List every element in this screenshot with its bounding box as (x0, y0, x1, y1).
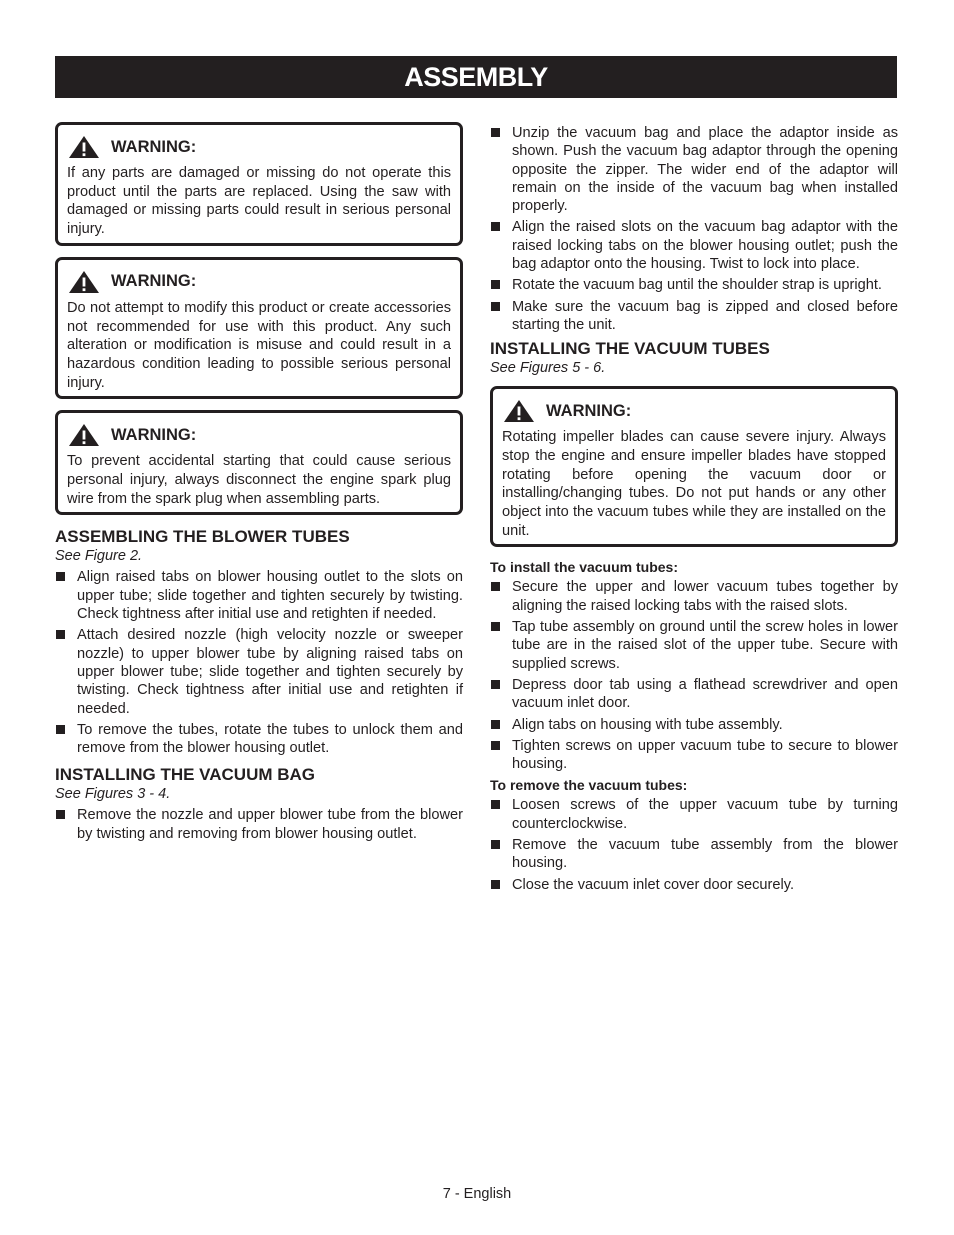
list-item: Rotate the vacuum bag until the shoulder strap is upright. (490, 276, 898, 294)
list-item: Make sure the vacuum bag is zipped and closed before starting the unit. (490, 298, 898, 335)
list-item: Close the vacuum inlet cover door securely. (490, 876, 898, 894)
install-tubes-list (490, 578, 898, 773)
warning-title: WARNING: (111, 137, 197, 156)
bullet-icon (491, 302, 500, 311)
page-title-banner: ASSEMBLY (55, 56, 897, 98)
list-item: Tighten screws on upper vacuum tube to secure to blower housing. (490, 737, 898, 774)
figure-reference: See Figures 3 - 4. (55, 786, 171, 803)
list-item: Secure the upper and lower vacuum tubes together by aligning the raised locking tabs with the raised slots. (490, 578, 898, 615)
list-item: Align tabs on housing with tube assembly. (490, 716, 898, 734)
bullet-icon (491, 680, 500, 689)
warning-title: WARNING: (546, 401, 632, 420)
remove-subheading: To remove the vacuum tubes: (490, 777, 688, 794)
list-item: Unzip the vacuum bag and place the adaptor inside as shown. Push the vacuum bag adaptor through the opening opposite the zipper. The wider end of the adaptor will remain on the inside of the vacuum bag when installed properly. (490, 124, 898, 215)
figure-reference: See Figure 2. (55, 548, 143, 565)
bullet-icon (491, 280, 500, 289)
warning-box (55, 410, 463, 515)
warning-text: To prevent accidental starting that could cause serious personal injury, always disconnect the engine spark plug wire from the spark plug when assembling parts. (67, 453, 451, 507)
page-footer: 7 - English (442, 1186, 512, 1202)
warning-text: Do not attempt to modify this product or create accessories not recommended for use with this product. Any such alteration or modification is misuse and could result in a hazardous condition leading to possible serious personal injury. (67, 299, 451, 391)
list-item: Depress door tab using a flathead screwdriver and open vacuum inlet door. (490, 676, 898, 713)
bullet-icon (56, 725, 65, 734)
warning-text: If any parts are damaged or missing do not operate this product until the parts are replaced. Using the saw with damaged or missing parts could result in serious personal injury. (67, 165, 451, 238)
bullet-icon (491, 880, 500, 889)
warning-text: Rotating impeller blades can cause severe injury. Always stop the engine and ensure impeller blades have stopped rotating before opening the vacuum door or installing/changing tubes. Do not put hands or any other object into the vacuum tubes while they are installed on the unit. (502, 429, 886, 539)
bullet-icon (56, 572, 65, 581)
bullet-icon (491, 222, 500, 231)
vacuum-bag-steps-list-continued (490, 124, 898, 334)
list-item: Align the raised slots on the vacuum bag adaptor with the raised locking tabs on the blower housing outlet; push the bag adaptor onto the housing. Twist to lock into place. (490, 218, 898, 273)
list-item: To remove the tubes, rotate the tubes to unlock them and remove from the blower housing outlet. (55, 721, 463, 758)
list-item: Align raised tabs on blower housing outlet to the slots on upper tube; slide together and tighten securely by twisting. Check tightness after initial use and retighten if needed. (55, 568, 463, 623)
warning-box (490, 386, 898, 547)
figure-reference: See Figures 5 - 6. (490, 360, 606, 377)
list-item: Attach desired nozzle (high velocity nozzle or sweeper nozzle) to upper blower tube by aligning raised tabs on upper blower tube; slide together and tighten securely by twisting. Check tightness after initial use and retighten if needed. (55, 626, 463, 717)
bullet-icon (491, 800, 500, 809)
warning-title: WARNING: (111, 425, 197, 444)
bullet-icon (491, 622, 500, 631)
bullet-icon (491, 840, 500, 849)
list-item: Remove the nozzle and upper blower tube from the blower by twisting and removing from blower housing outlet. (55, 806, 463, 843)
bullet-icon (491, 582, 500, 591)
list-item: Loosen screws of the upper vacuum tube by turning counterclockwise. (490, 796, 898, 833)
bullet-icon (491, 128, 500, 137)
section-heading-vacuum-tubes: INSTALLING THE VACUUM TUBES (490, 339, 770, 359)
vacuum-bag-steps-list (55, 806, 463, 843)
warning-triangle-icon (68, 270, 100, 294)
remove-tubes-list (490, 796, 898, 893)
warning-title: WARNING: (111, 272, 197, 291)
list-item: Remove the vacuum tube assembly from the blower housing. (490, 836, 898, 873)
bullet-icon (491, 741, 500, 750)
bullet-icon (491, 720, 500, 729)
warning-triangle-icon (503, 399, 535, 423)
section-heading-blower-tubes: ASSEMBLING THE BLOWER TUBES (55, 527, 350, 547)
warning-triangle-icon (68, 135, 100, 159)
bullet-icon (56, 630, 65, 639)
section-heading-vacuum-bag: INSTALLING THE VACUUM BAG (55, 765, 316, 785)
warning-triangle-icon (68, 423, 100, 447)
blower-steps-list (55, 568, 463, 757)
right-column (490, 124, 898, 897)
warning-box (55, 122, 463, 246)
left-column (55, 122, 463, 846)
warning-box (55, 257, 463, 400)
install-subheading: To install the vacuum tubes: (490, 559, 678, 576)
bullet-icon (56, 810, 65, 819)
list-item: Tap tube assembly on ground until the screw holes in lower tube are in the raised slot of the upper tube. Secure with supplied screws. (490, 618, 898, 673)
